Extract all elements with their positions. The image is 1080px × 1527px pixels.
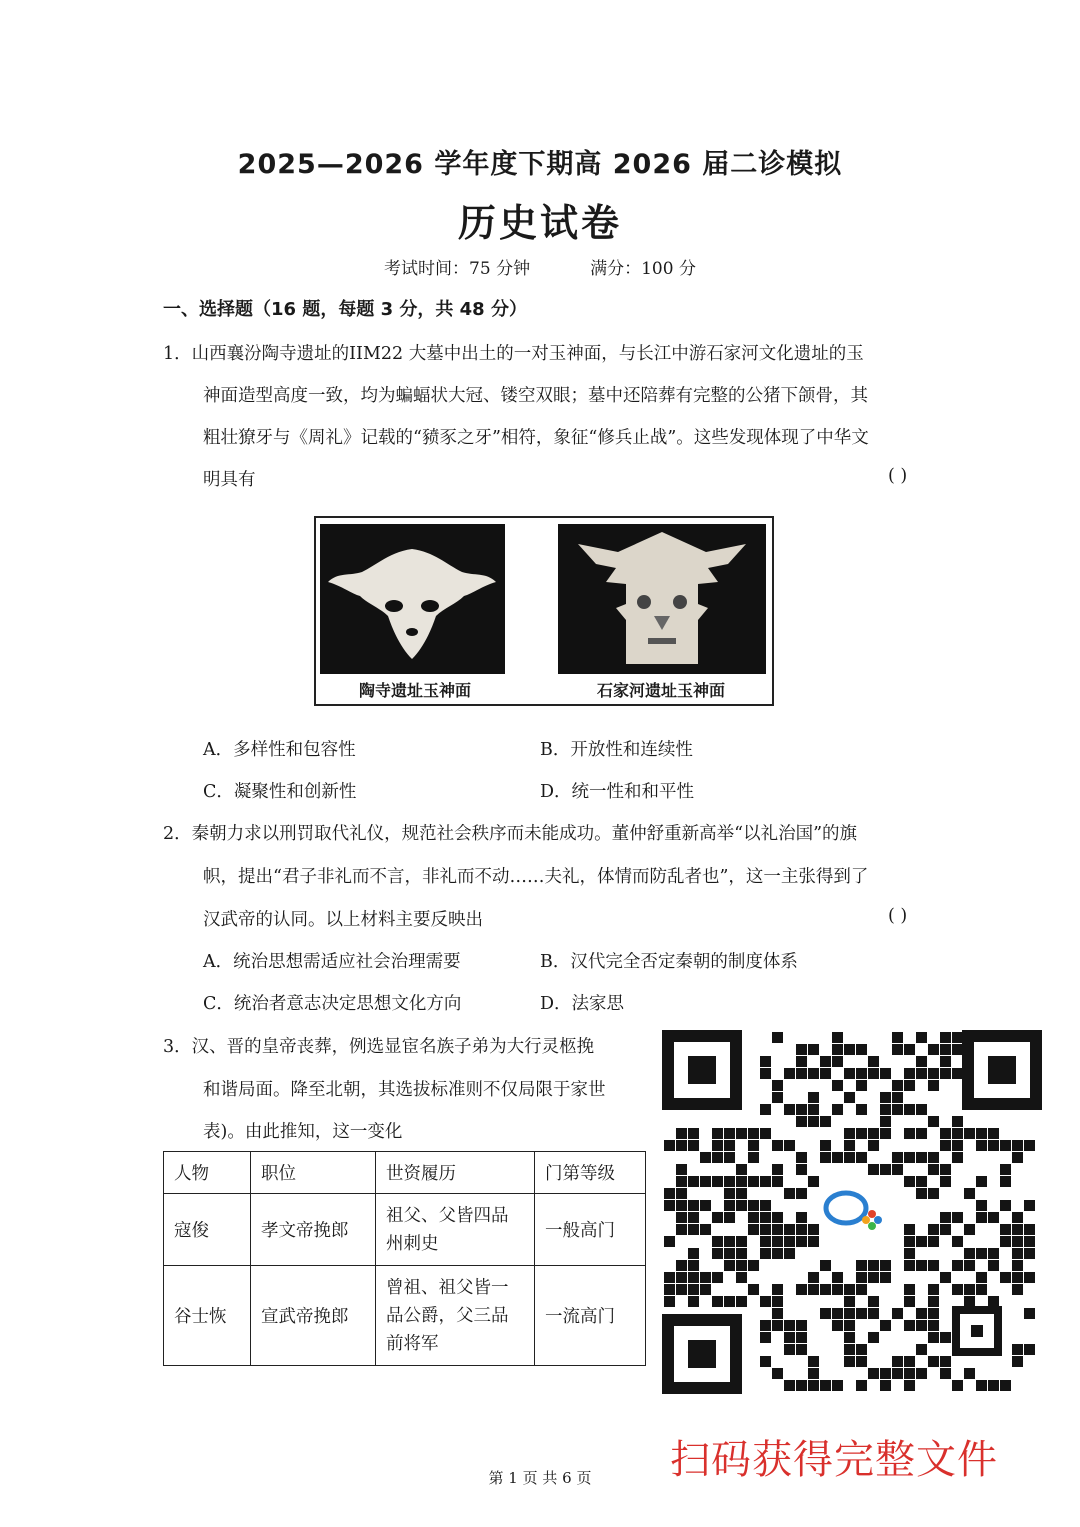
q3-line-3: 表)。由此推知，这一变化 — [203, 1122, 403, 1142]
taosi-mask-photo — [320, 524, 505, 674]
q3-line-1: 3．汉、晋的皇帝丧葬，例选显宦名族子弟为大行灵柩挽 — [163, 1037, 595, 1057]
caption-taosi: 陶寺遗址玉神面 — [358, 681, 471, 700]
q1-option-b: B．开放性和连续性 — [540, 740, 693, 760]
table-header-row — [164, 1152, 646, 1194]
q2-line-2: 帜，提出“君子非礼而不言，非礼而不动……夫礼，体情而防乱者也”，这一主张得到了 — [203, 867, 869, 887]
table-cell: 宣武帝挽郎 — [251, 1266, 376, 1366]
shijiahe-mask-photo — [558, 524, 766, 674]
table-cell: 谷士恢 — [164, 1266, 251, 1366]
q3-line-2: 和谐局面。降至北朝，其选拔标准则不仅局限于家世 — [203, 1080, 606, 1100]
table-cell: 祖父、父皆四品州刺史 — [376, 1194, 535, 1266]
table-cell: 曾祖、祖父皆一品公爵，父三品前将军 — [376, 1266, 535, 1366]
table-header: 门第等级 — [535, 1152, 646, 1194]
table-header: 世资履历 — [376, 1152, 535, 1194]
table-cell: 一流高门 — [535, 1266, 646, 1366]
table-header: 人物 — [164, 1152, 251, 1194]
promo-text: 扫码获得完整文件 — [670, 1437, 998, 1483]
jade-mask-figure — [314, 516, 774, 706]
table-row — [164, 1194, 646, 1266]
q1-line-3: 粗壮獠牙与《周礼》记载的“豮豕之牙”相符，象征“修兵止战”。这些发现体现了中华文 — [203, 428, 869, 448]
q1-line-4: 明具有 — [203, 470, 256, 490]
full-score: 满分：100 分 — [590, 259, 696, 279]
exam-meta — [0, 254, 1080, 279]
caption-shijiahe: 石家河遗址玉神面 — [596, 681, 725, 700]
page-footer: 第 1 页 共 6 页 — [488, 1469, 592, 1487]
q3-table — [163, 1151, 646, 1366]
q1-line-1: 1．山西襄汾陶寺遗址的IIM22 大墓中出土的一对玉神面，与长江中游石家河文化遗址的玉 — [163, 344, 864, 364]
q2-option-c: C．统治者意志决定思想文化方向 — [203, 994, 462, 1014]
section-heading: 一、选择题（16 题，每题 3 分，共 48 分） — [163, 299, 527, 320]
table-cell: 孝文帝挽郎 — [251, 1194, 376, 1266]
q2-answer-paren: ( ) — [888, 906, 908, 926]
table-cell: 寇俊 — [164, 1194, 251, 1266]
exam-title: 2025—2026 学年度下期高 2026 届二诊模拟 — [237, 149, 843, 180]
table-row — [164, 1266, 646, 1366]
qr-code[interactable] — [660, 1028, 1044, 1396]
q2-option-b: B．汉代完全否定秦朝的制度体系 — [540, 952, 798, 972]
subject-title: 历史试卷 — [457, 200, 622, 245]
table-header: 职位 — [251, 1152, 376, 1194]
q1-option-c: C．凝聚性和创新性 — [203, 782, 357, 802]
table-cell: 一般高门 — [535, 1194, 646, 1266]
q2-option-a: A．统治思想需适应社会治理需要 — [203, 952, 461, 972]
q2-option-d: D．法家思 — [540, 994, 625, 1014]
q2-line-1: 2．秦朝力求以刑罚取代礼仪，规范社会秩序而未能成功。董仲舒重新高举“以礼治国”的旗 — [163, 824, 858, 844]
q1-answer-paren: ( ) — [888, 466, 908, 486]
exam-time: 考试时间：75 分钟 — [384, 259, 531, 279]
q1-option-a: A．多样性和包容性 — [203, 740, 356, 760]
q1-option-d: D．统一性和和平性 — [540, 782, 695, 802]
q1-line-2: 神面造型高度一致，均为蝙蝠状大冠、镂空双眼；墓中还陪葬有完整的公猪下颌骨，其 — [203, 386, 868, 406]
q2-line-3: 汉武帝的认同。以上材料主要反映出 — [203, 910, 483, 930]
